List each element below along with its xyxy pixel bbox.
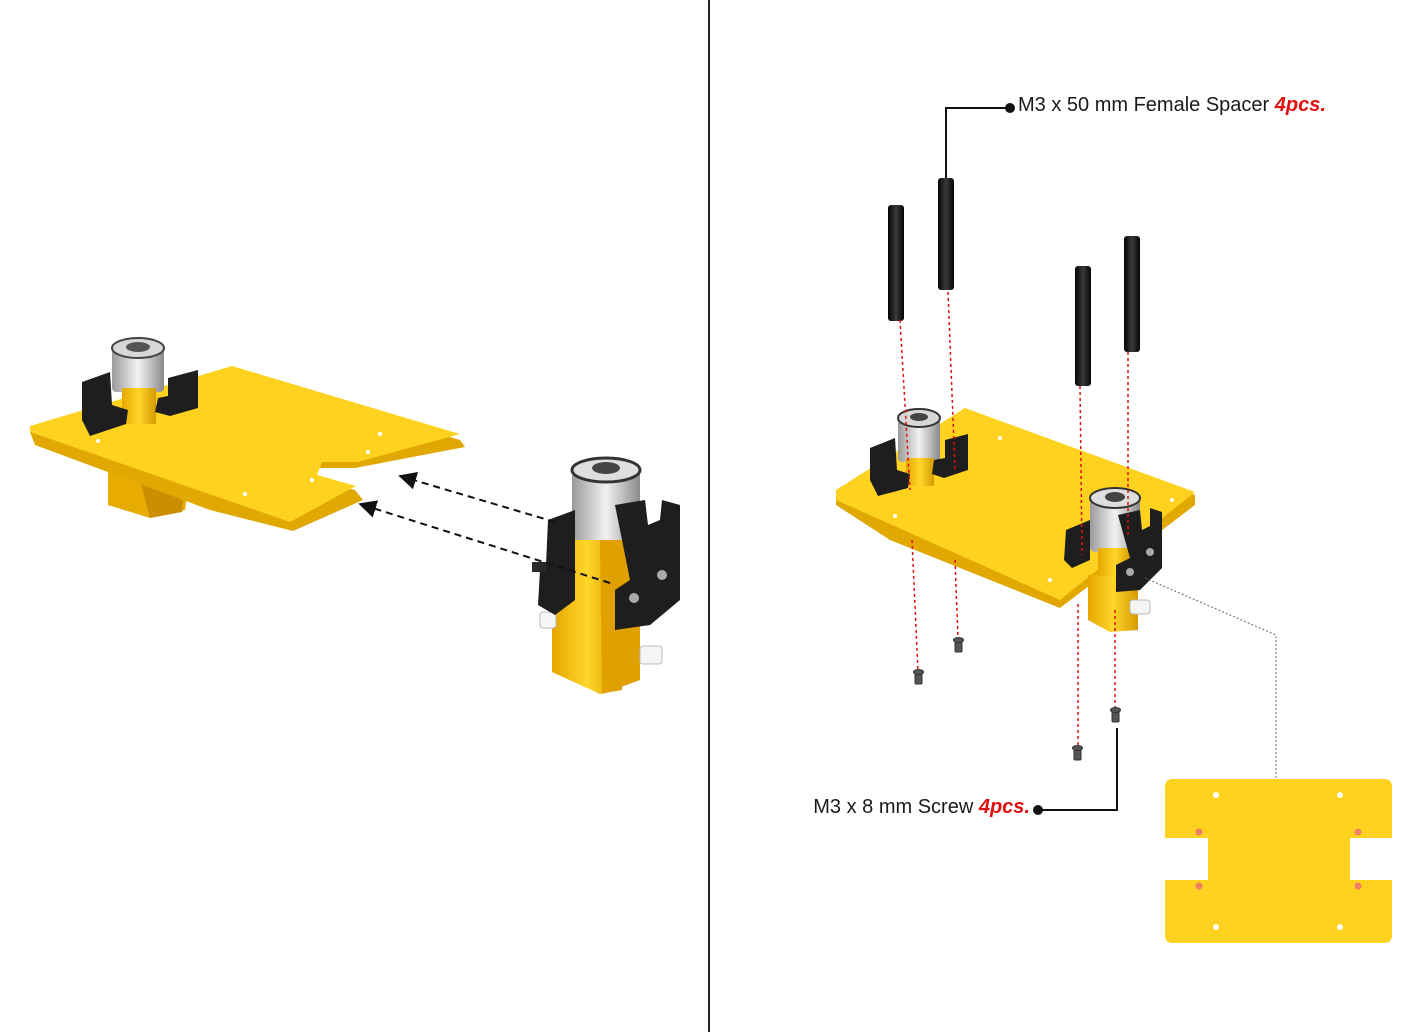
spacer-icon bbox=[888, 178, 1140, 386]
screw-callout-qty: 4pcs. bbox=[978, 796, 1030, 818]
spacer-callout-label bbox=[1018, 94, 1326, 117]
loose-motor-assembly bbox=[532, 458, 680, 694]
spacer-callout-text: M3 x 50 mm Female Spacer bbox=[1018, 94, 1270, 116]
spacer-leader bbox=[946, 108, 1008, 178]
plate-top-view bbox=[1165, 779, 1392, 943]
screw-leader bbox=[1040, 728, 1117, 810]
left-assembly bbox=[30, 338, 680, 694]
screw-callout-label bbox=[813, 796, 1030, 819]
screw-icon bbox=[914, 638, 1121, 761]
spacer-callout-qty: 4pcs. bbox=[1274, 94, 1326, 116]
detail-leader bbox=[1145, 578, 1276, 780]
screw-callout-text: M3 x 8 mm Screw bbox=[813, 796, 974, 818]
